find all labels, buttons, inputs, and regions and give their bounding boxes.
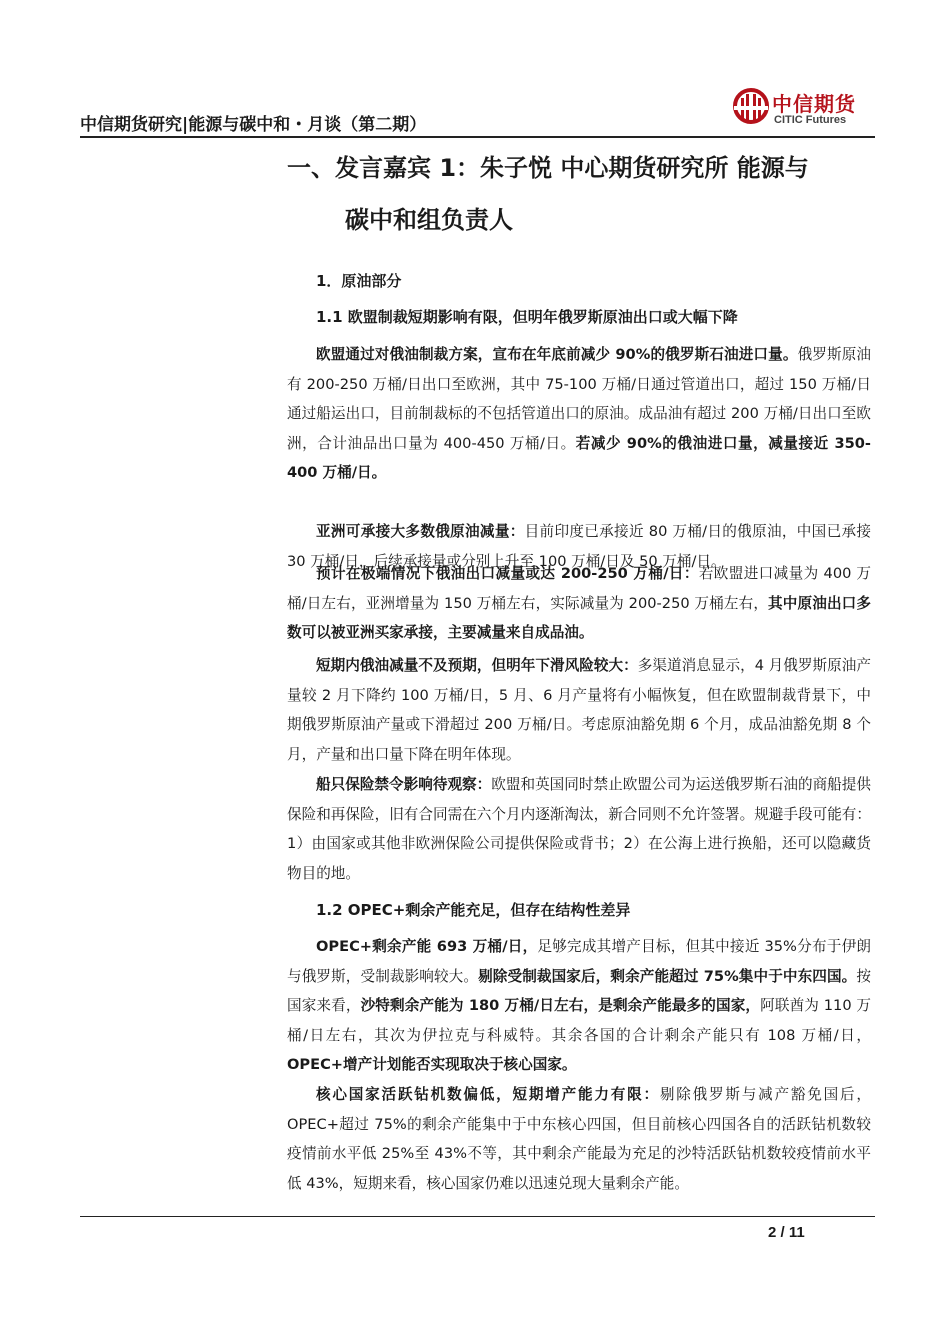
para-text: 剔除俄罗斯与减产豁免国后，OPEC+超过 75%的剩余产能集中于中东核心四国，但目前核心四国各自的活跃钻机数较疫情前水平低 25%至 43%不等，其中剩余产能最为充足的沙特活跃钻机数较疫情前水平低 43%，短期来看，核心国家仍难以迅速兑现大量剩余产能。 (287, 1086, 871, 1192)
para-bold: 船只保险禁令影响待观察： (316, 776, 492, 793)
para-text: 欧盟和英国同时禁止欧盟公司为运送俄罗斯石油的商船提供保险和再保险，旧有合同需在六个月内逐渐淘汰，新合同则不允许签署。规避手段可能有：1）由国家或其他非欧洲保险公司提供保险或背书；2）在公海上进行换船，还可以隐藏货物目的地。 (287, 776, 871, 882)
paragraph-extreme-case (287, 559, 871, 648)
footer-divider (80, 1216, 875, 1217)
para-bold: OPEC+增产计划能否实现取决于核心国家。 (287, 1056, 577, 1073)
para-text: 阿联酋为 110 万桶/日左右，其次为伊拉克与科威特。其余各国的合计剩余产能只有 108 万桶/日， (287, 997, 871, 1044)
para-bold: 若减少 90%的俄油进口量，减量接近 350-400 万桶/日。 (287, 434, 871, 481)
logo-text-cn: 中信期货 (772, 92, 856, 116)
report-header-title: 中信期货研究|能源与碳中和・月谈（第二期） (80, 115, 427, 135)
subsection-title-1-1: 1.1 欧盟制裁短期影响有限，但明年俄罗斯原油出口或大幅下降 (316, 308, 738, 326)
subsection-title-1-2: 1.2 OPEC+剩余产能充足，但存在结构性差异 (316, 901, 631, 919)
para-bold: 其中原油出口多数可以被亚洲买家承接，主要减量来自成品油。 (287, 594, 871, 641)
para-bold: OPEC+剩余产能 693 万桶/日， (316, 938, 538, 955)
page-heading-line-2: 碳中和组负责人 (345, 206, 513, 234)
citic-logo-icon (732, 86, 770, 130)
paragraph-short-term-risk (287, 651, 871, 769)
paragraph-rig-count (287, 1080, 871, 1198)
para-text: 足够完成其增产目标，但其中接近 35%分布于伊朗与俄罗斯，受制裁影响较大。 (287, 938, 872, 985)
logo-text-en: CITIC Futures (774, 114, 847, 126)
para-bold: 亚洲可承接大多数俄原油减量： (316, 523, 525, 540)
para-bold: 剔除受制裁国家后，剩余产能超过 75%集中于中东四国。 (478, 967, 857, 985)
para-bold: 沙特剩余产能为 180 万桶/日左右，是剩余产能最多的国家， (360, 997, 761, 1014)
page-number: 2 / 11 (768, 1224, 805, 1241)
paragraph-opec-spare-capacity (287, 932, 871, 1080)
para-text: 多渠道消息显示，4 月俄罗斯原油产量较 2 月下降约 100 万桶/日，5 月、6 月产量将有小幅恢复，但在欧盟制裁背景下，中期俄罗斯原油产量或下滑超过 200 万桶/日。考虑原油豁免期 6 个月，成品油豁免期 8 个月，产量和出口量下降在明年体现。 (287, 657, 871, 763)
citic-futures-logo (732, 86, 874, 134)
para-text: 目前印度已承接近 80 万桶/日的俄原油，中国已承接 30 万桶/日，后续承接量或分别上升至 100 万桶/日及 50 万桶/日。 (287, 523, 871, 570)
para-text: 俄罗斯原油有 200-250 万桶/日出口至欧洲，其中 75-100 万桶/日通过管道出口，超过 150 万桶/日通过船运出口，目前制裁标的不包括管道出口的原油。成品油有超过 200 万桶/日出口至欧洲，合计油品出口量为 400-450 万桶/日。 (287, 346, 871, 452)
para-bold: 核心国家活跃钻机数偏低，短期增产能力有限： (316, 1086, 660, 1103)
para-bold: 欧盟通过对俄油制裁方案，宣布在年底前减少 90%的俄罗斯石油进口量。 (316, 346, 798, 363)
para-bold: 预计在极端情况下俄油出口减量或达 200-250 万桶/日： (316, 565, 699, 582)
paragraph-insurance-ban (287, 770, 871, 888)
para-bold: 短期内俄油减量不及预期，但明年下滑风险较大： (316, 657, 638, 674)
header-divider (80, 136, 875, 138)
section-title: 1．原油部分 (316, 272, 402, 290)
para-text: 若欧盟进口减量为 400 万桶/日左右，亚洲增量为 150 万桶左右，实际减量为 200-250 万桶左右， (287, 565, 871, 612)
paragraph-eu-sanctions (287, 340, 871, 488)
para-text: 按国家来看， (287, 967, 871, 1014)
page-heading-line-1: 一、发言嘉宾 1：朱子悦 中心期货研究所 能源与 (287, 154, 809, 182)
